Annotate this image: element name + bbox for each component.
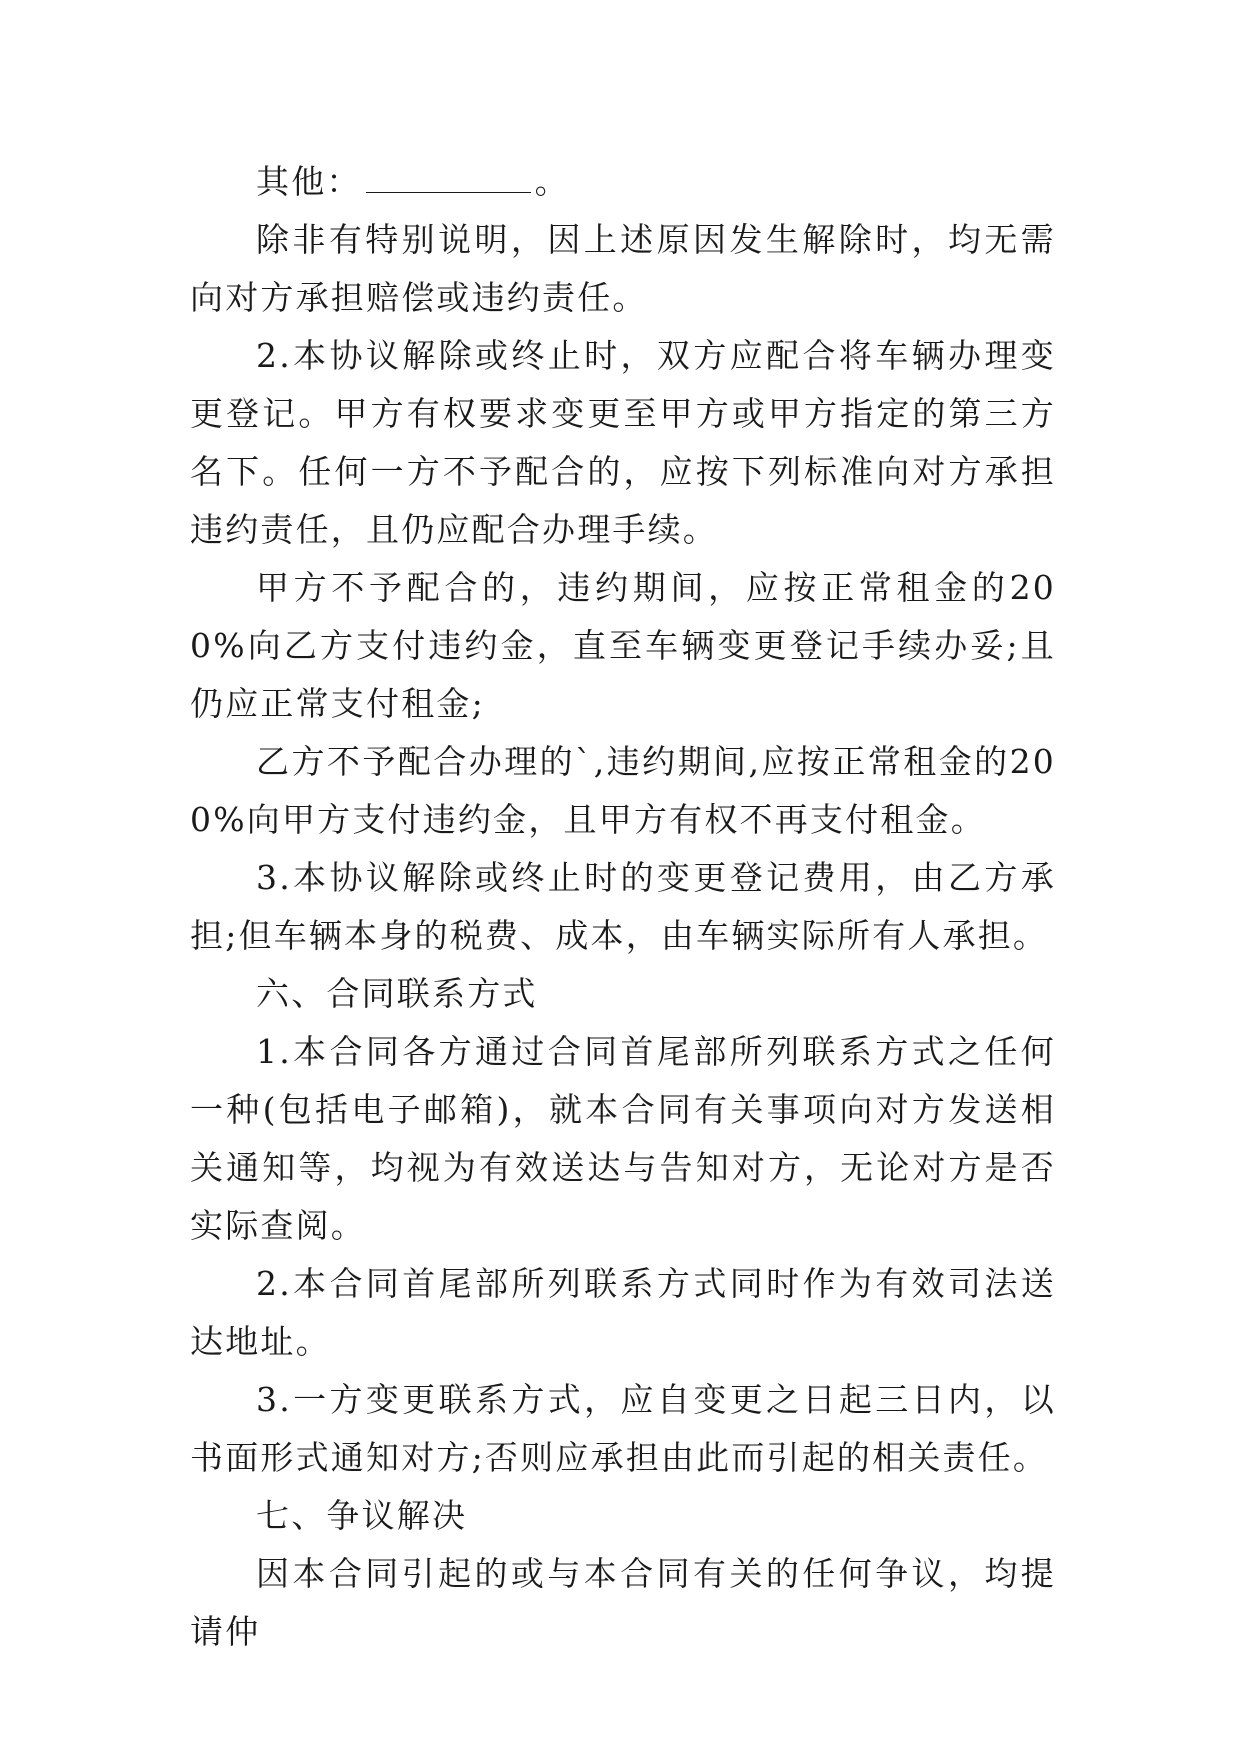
paragraph-dispute-body: 因本合同引起的或与本合同有关的任何争议，均提请仲	[190, 1554, 1056, 1651]
paragraph-clause-3: 3.本协议解除或终止时的变更登记费用，由乙方承担;但车辆本身的税费、成本，由车辆实际所有人承担。	[190, 858, 1056, 955]
section-heading-dispute: 七、争议解决	[256, 1496, 468, 1535]
paragraph-no-liability: 除非有特别说明，因上述原因发生解除时，均无需向对方承担赔偿或违约责任。	[190, 220, 1056, 317]
paragraph-contact-clause-3: 3.一方变更联系方式，应自变更之日起三日内，以书面形式通知对方;否则应承担由此而引起的相关责任。	[190, 1380, 1056, 1477]
section-heading-contact: 六、合同联系方式	[256, 974, 538, 1013]
fill-in-blank	[366, 166, 531, 193]
paragraph-other	[190, 153, 1056, 211]
paragraph-party-a-penalty: 甲方不予配合的，违约期间，应按正常租金的200%向乙方支付违约金，直至车辆变更登记手续办妥;且仍应正常支付租金;	[190, 568, 1056, 723]
paragraph-party-b-penalty: 乙方不予配合办理的`,违约期间,应按正常租金的200%向甲方支付违约金，且甲方有权不再支付租金。	[190, 742, 1056, 839]
other-label: 其他：	[256, 162, 362, 201]
other-end-mark: 。	[534, 162, 570, 201]
paragraph-clause-2: 2.本协议解除或终止时，双方应配合将车辆办理变更登记。甲方有权要求变更至甲方或甲方指定的第三方名下。任何一方不予配合的，应按下列标准向对方承担违约责任，且仍应配合办理手续。	[190, 336, 1056, 549]
document-body	[190, 153, 1056, 1661]
paragraph-contact-clause-1: 1.本合同各方通过合同首尾部所列联系方式之任何一种(包括电子邮箱)，就本合同有关事项向对方发送相关通知等，均视为有效送达与告知对方，无论对方是否实际查阅。	[190, 1032, 1056, 1245]
paragraph-contact-clause-2: 2.本合同首尾部所列联系方式同时作为有效司法送达地址。	[190, 1264, 1056, 1361]
